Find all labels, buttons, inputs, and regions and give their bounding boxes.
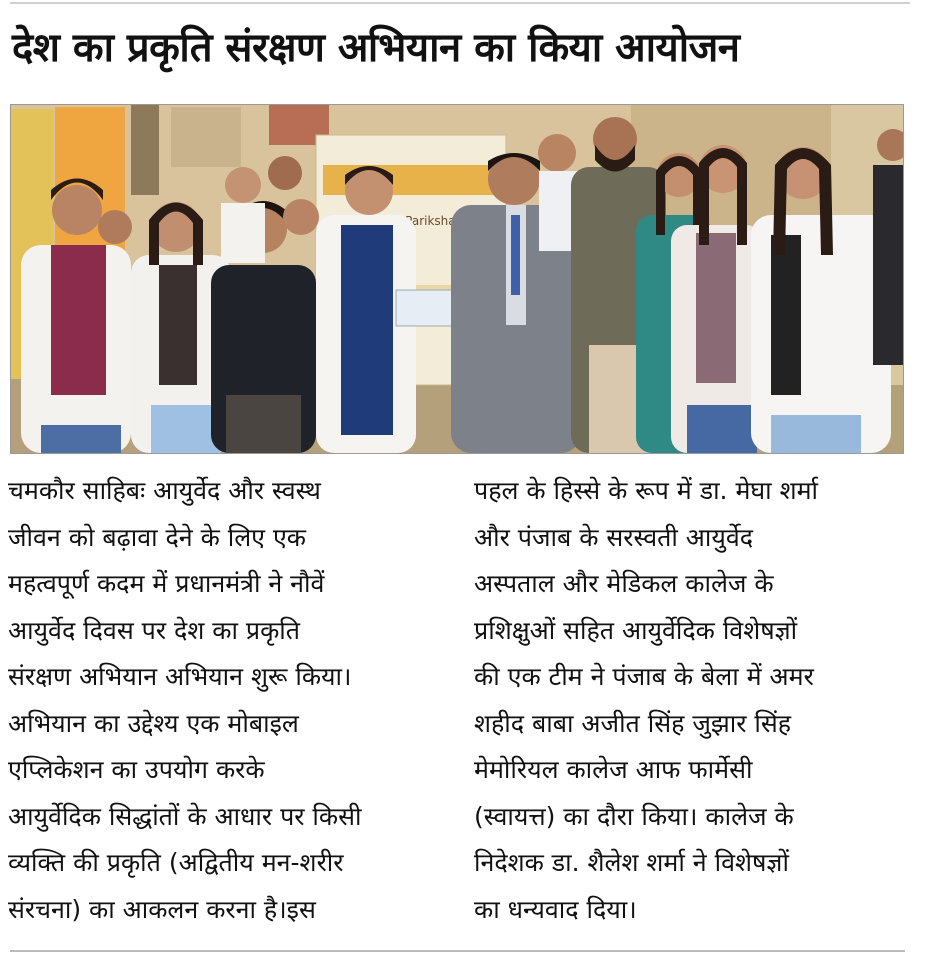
body-line: आयुर्वेद दिवस पर देश का प्रकृति <box>8 615 301 645</box>
news-photo <box>10 104 904 454</box>
body-line: आयुर्वेदिक सिद्धांतों के आधार पर किसी <box>8 801 362 831</box>
body-line: की एक टीम ने पंजाब के बेला में अमर <box>474 662 814 691</box>
body-line: अस्पताल और मेडिकल कालेज के <box>474 569 774 598</box>
body-line: संरक्षण अभियान अभियान शुरू किया। <box>8 662 352 691</box>
body-line: संरचना) का आकलन करना है।इस <box>8 894 316 924</box>
article-body-left-column <box>8 468 438 933</box>
body-line: महत्वपूर्ण कदम में प्रधानमंत्री ने नौवें <box>8 569 325 598</box>
top-rule <box>10 2 910 4</box>
body-line: का धन्यवाद दिया। <box>474 894 637 924</box>
article-headline: देश का प्रकृति संरक्षण अभियान का किया आयोजन <box>12 25 740 71</box>
banner-text: Parikshan <box>405 214 464 228</box>
article-body-right-column <box>474 468 904 933</box>
body-line: और पंजाब के सरस्वती आयुर्वेद <box>474 522 753 552</box>
body-line: जीवन को बढ़ावा देने के लिए एक <box>8 522 306 552</box>
body-line: पहल के हिस्से के रूप में डा. मेघा शर्मा <box>474 476 819 505</box>
body-line: शहीद बाबा अजीत सिंह जुझार सिंह <box>474 708 792 738</box>
body-line: अभियान का उद्देश्य एक मोबाइल <box>8 708 299 738</box>
group-photo-illustration <box>11 105 903 453</box>
body-line: व्यक्ति की प्रकृति (अद्वितीय मन-शरीर <box>8 848 344 877</box>
body-line: मेमोरियल कालेज आफ फार्मेसी <box>474 755 753 784</box>
body-line: (स्वायत्त) का दौरा किया। कालेज के <box>474 801 794 831</box>
bottom-rule <box>10 950 905 952</box>
body-line: चमकौर साहिबः आयुर्वेद और स्वस्थ <box>8 476 321 505</box>
body-line: प्रशिक्षुओं सहित आयुर्वेदिक विशेषज्ञों <box>474 615 798 645</box>
body-line: एप्लिकेशन का उपयोग करके <box>8 755 265 784</box>
body-line: निदेशक डा. शैलेश शर्मा ने विशेषज्ञों <box>474 848 789 877</box>
